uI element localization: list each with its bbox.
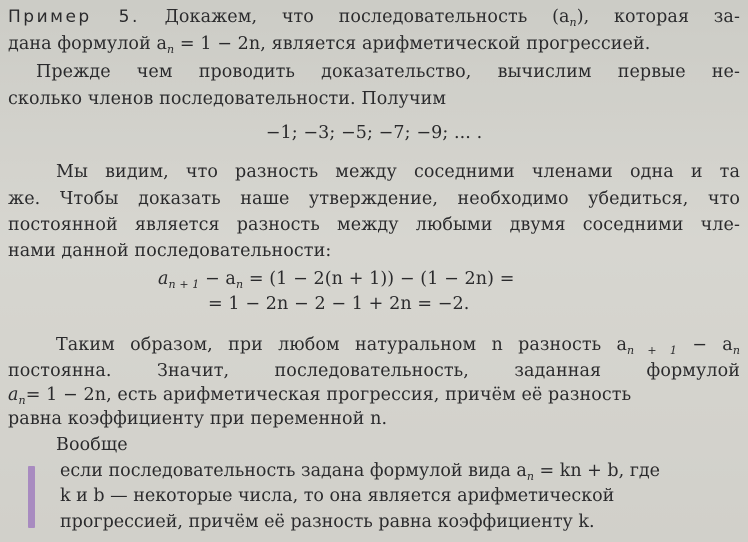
rule-highlight-bar	[28, 466, 35, 528]
formula-line-1: $a_{n + 1} - a_n = (1 - 2(n + 1)) - (1 - 2n)$ =	[158, 269, 515, 291]
formula-line-2: = 1 − 2n − 2 − 1 + 2n = −2.	[208, 294, 470, 314]
difference-line-4: нами данной последовательности:	[8, 241, 332, 261]
conclusion-line-1: Таким образом, при любом натуральном n разность $a_{n + 1} - a_n$	[56, 335, 740, 357]
difference-line-2: же. Чтобы доказать наше утверждение, необходимо убедиться, что	[8, 189, 740, 209]
rule-line-1: если последовательность задана формулой вида $a_n$ = kn + b, где	[60, 461, 661, 483]
conclusion-line-3: $a_n= 1 - 2n$, есть арифметическая прогрессия, причём её разность	[8, 385, 632, 407]
conclusion-line-4: равна коэффициенту при переменной n.	[8, 409, 388, 429]
proof-intro-line-1: Прежде чем проводить доказательство, вычислим первые не-	[36, 62, 740, 82]
example-line-2: дана формулой $a_n = 1 - 2n$, является арифметической прогрессией.	[8, 34, 651, 56]
difference-line-1: Мы видим, что разность между соседними членами одна и та	[56, 162, 740, 182]
proof-intro-line-2: сколько членов последовательности. Получим	[8, 89, 447, 109]
difference-line-3: постоянной является разность между любыми двумя соседними чле-	[8, 215, 740, 235]
general-word: Вообще	[56, 435, 128, 455]
rule-line-2: k и b — некоторые числа, то она является арифметической	[60, 486, 615, 506]
sequence-values: −1; −3; −5; −7; −9; ... .	[265, 123, 483, 143]
rule-line-3: прогрессией, причём её разность равна коэффициенту k.	[60, 512, 595, 532]
conclusion-line-2: постоянна. Значит, последовательность, заданная формулой	[8, 361, 740, 381]
example-line-1: Пример 5. Докажем, что последовательность $(a_n)$, которая за-	[8, 7, 740, 29]
example-heading: Пример 5.	[8, 7, 140, 27]
